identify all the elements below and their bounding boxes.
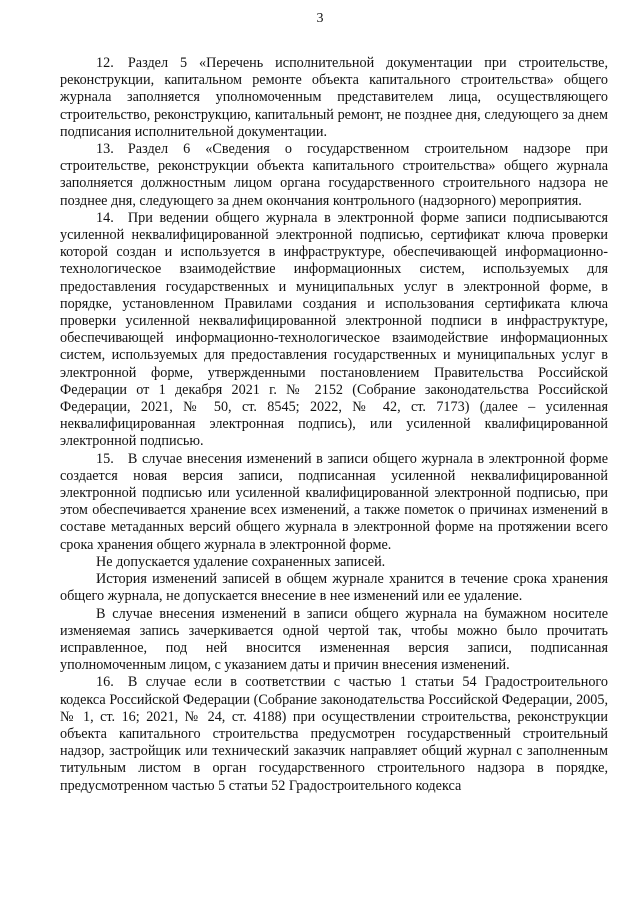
paragraph-15-history-rule: История изменений записей в общем журнале хранится в течение срока хранения общего журнала, не допускается внесение в нее изменений или ее удаление. <box>60 571 608 605</box>
paragraph-12: 12. Раздел 5 «Перечень исполнительной документации при строительстве, реконструкции, капитальном ремонте объекта капитального строительства» общего журнала заполняется уполномоченным представителем лица, осуществляющего строительство, реконструкцию, капитальный ремонт, не позднее дня, следующего за днем подписания исполнительной документации. <box>60 55 608 140</box>
paragraph-15: 15. В случае внесения изменений в записи общего журнала в электронной форме создается новая версия записи, подписанная усиленной неквалифицированной электронной подписью или усиленной квалифицированной электронной подписью, при этом обеспечивается хранение всех изменений, а также пометок о причинах изменений в составе метаданных версий общего журнала в электронной форме на протяжении всего срока хранения общего журнала в электронной форме. <box>60 450 608 553</box>
paragraph-15-paper-rule: В случае внесения изменений в записи общего журнала на бумажном носителе изменяемая запись зачеркивается одной чертой так, чтобы можно было прочитать исправленное, под ней вносится измененная версия записи, подписанная уполномоченным лицом, с указанием даты и причин внесения изменений. <box>60 605 608 674</box>
document-body <box>60 55 608 795</box>
paragraph-14: 14. При ведении общего журнала в электронной форме записи подписываются усиленной неквалифицированной электронной подписью, сертификат ключа проверки которой создан и используется в инфраструктуре, обеспечивающей информационно-технологическое взаимодействие информационных систем, используемых для предоставления государственных и муниципальных услуг в электронной форме, в порядке, установленном Правилами создания и использования сертификата ключа проверки усиленной неквалифицированной электронной подписи в инфраструктуре, обеспечивающей информационно-технологическое взаимодействие информационных систем, используемых для предоставления государственных и муниципальных услуг в электронной форме, утвержденными постановлением Правительства Российской Федерации от 1 декабря 2021 г. № 2152 (Собрание законодательства Российской Федерации, 2021, № 50, ст. 8545; 2022, № 42, ст. 7173) (далее – усиленная неквалифицированная электронная подпись), или усиленной квалифицированной электронной подписью. <box>60 209 608 450</box>
paragraph-13: 13. Раздел 6 «Сведения о государственном строительном надзоре при строительстве, реконструкции объекта капитального строительства» общего журнала заполняется должностным лицом органа государственного строительного надзора не позднее дня, следующего за днем окончания контрольного (надзорного) мероприятия. <box>60 141 608 209</box>
paragraph-15-deletion-rule: Не допускается удаление сохраненных записей. <box>96 553 386 570</box>
paragraph-16: 16. В случае если в соответствии с частью 1 статьи 54 Градостроительного кодекса Российской Федерации (Собрание законодательства Российской Федерации, 2005, № 1, ст. 16; 2021, № 24, ст. 4188) при осуществлении строительства, реконструкции объекта капитального строительства предусмотрен государственный строительный надзор, застройщик или технический заказчик направляет общий журнал с заполненным титульным листом в орган государственного строительного надзора в порядке, предусмотренном частью 5 статьи 52 Градостроительного кодекса <box>60 674 608 794</box>
page-number: 3 <box>316 11 324 26</box>
